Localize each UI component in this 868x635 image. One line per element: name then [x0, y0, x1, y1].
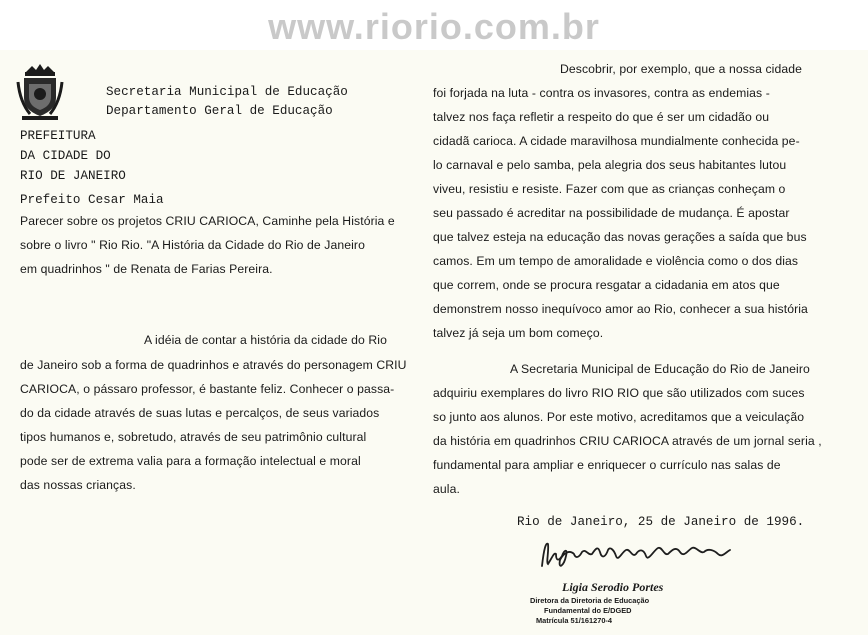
- date-line: Rio de Janeiro, 25 de Janeiro de 1996.: [517, 515, 805, 529]
- signatory-title: Diretora da Diretoria de Educação: [530, 596, 650, 605]
- handwritten-signature: [536, 538, 736, 572]
- subject-line: em quadrinhos " de Renata de Farias Pereira.: [20, 262, 273, 276]
- paragraph-1-line: do da cidade através de suas lutas e percalços, de seus variados: [20, 406, 380, 420]
- paragraph-2-line: Descobrir, por exemplo, que a nossa cidade: [560, 62, 802, 76]
- paragraph-3-line: fundamental para ampliar e enriquecer o currículo nas salas de: [433, 458, 781, 472]
- signatory-registration: Matrícula 51/161270-4: [536, 616, 613, 625]
- paragraph-2-line: camos. Em um tempo de amoralidade e violência como o dos dias: [433, 254, 799, 268]
- departamento-name: Departamento Geral de Educação: [106, 104, 333, 118]
- paragraph-3-line: da história em quadrinhos CRIU CARIOCA através de um jornal seria ,: [433, 434, 822, 448]
- secretaria-name: Secretaria Municipal de Educação: [106, 85, 348, 99]
- signatory-title: Fundamental do E/DGED: [544, 606, 632, 615]
- signatory-stamp: [530, 596, 690, 634]
- watermark-text: www.riorio.com.br: [268, 6, 600, 47]
- prefeitura-line-3: RIO DE JANEIRO: [20, 169, 126, 183]
- prefeitura-line-2: DA CIDADE DO: [20, 149, 111, 163]
- paragraph-3-line: A Secretaria Municipal de Educação do Rio de Janeiro: [510, 362, 810, 376]
- paragraph-3-line: aula.: [433, 482, 460, 496]
- paragraph-2-line: viveu, resistiu e resiste. Fazer com que as crianças conheçam o: [433, 182, 786, 196]
- city-coat-of-arms-icon: [16, 62, 64, 122]
- paragraph-2-line: talvez nos faça refletir a respeito do que é ser um cidadão ou: [433, 110, 770, 124]
- paragraph-2-line: que correm, onde se procura resgatar a cidadania em atos que: [433, 278, 780, 292]
- paragraph-3-line: so junto aos alunos. Por este motivo, acreditamos que a veiculação: [433, 410, 805, 424]
- paragraph-1-line: de Janeiro sob a forma de quadrinhos e através do personagem CRIU: [20, 358, 407, 372]
- paragraph-2-line: cidadã carioca. A cidade maravilhosa mundialmente conhecida pe-: [433, 134, 800, 148]
- paragraph-2-line: seu passado é acreditar na possibilidade de mudança. É apostar: [433, 206, 790, 220]
- paragraph-1-line: tipos humanos e, sobretudo, através de seu patrimônio cultural: [20, 430, 367, 444]
- paragraph-2-line: demonstrem nosso inequívoco amor ao Rio, conhecer a sua história: [433, 302, 808, 316]
- prefeitura-line-1: PREFEITURA: [20, 129, 96, 143]
- paragraph-2-line: foi forjada na luta - contra os invasores, contra as endemias -: [433, 86, 770, 100]
- subject-line: Parecer sobre os projetos CRIU CARIOCA, Caminhe pela História e: [20, 214, 395, 228]
- paragraph-2-line: lo carnaval e pelo samba, pela alegria dos seus habitantes lutou: [433, 158, 787, 172]
- paragraph-1-line: A idéia de contar a história da cidade do Rio: [144, 333, 387, 347]
- paragraph-2-line: talvez já seja um bom começo.: [433, 326, 604, 340]
- paragraph-1-line: das nossas crianças.: [20, 478, 136, 492]
- subject-line: sobre o livro " Rio Rio. "A História da Cidade do Rio de Janeiro: [20, 238, 365, 252]
- signatory-name: Ligia Serodio Portes: [562, 580, 664, 594]
- paragraph-1-line: pode ser de extrema valia para a formação intelectual e moral: [20, 454, 361, 468]
- prefeito-name: Prefeito Cesar Maia: [20, 193, 164, 207]
- paragraph-3-line: adquiriu exemplares do livro RIO RIO que são utilizados com suces: [433, 386, 805, 400]
- paragraph-2-line: que talvez esteja na educação das novas gerações a saída que bus: [433, 230, 807, 244]
- paragraph-1-line: CARIOCA, o pássaro professor, é bastante feliz. Conhecer o passa-: [20, 382, 395, 396]
